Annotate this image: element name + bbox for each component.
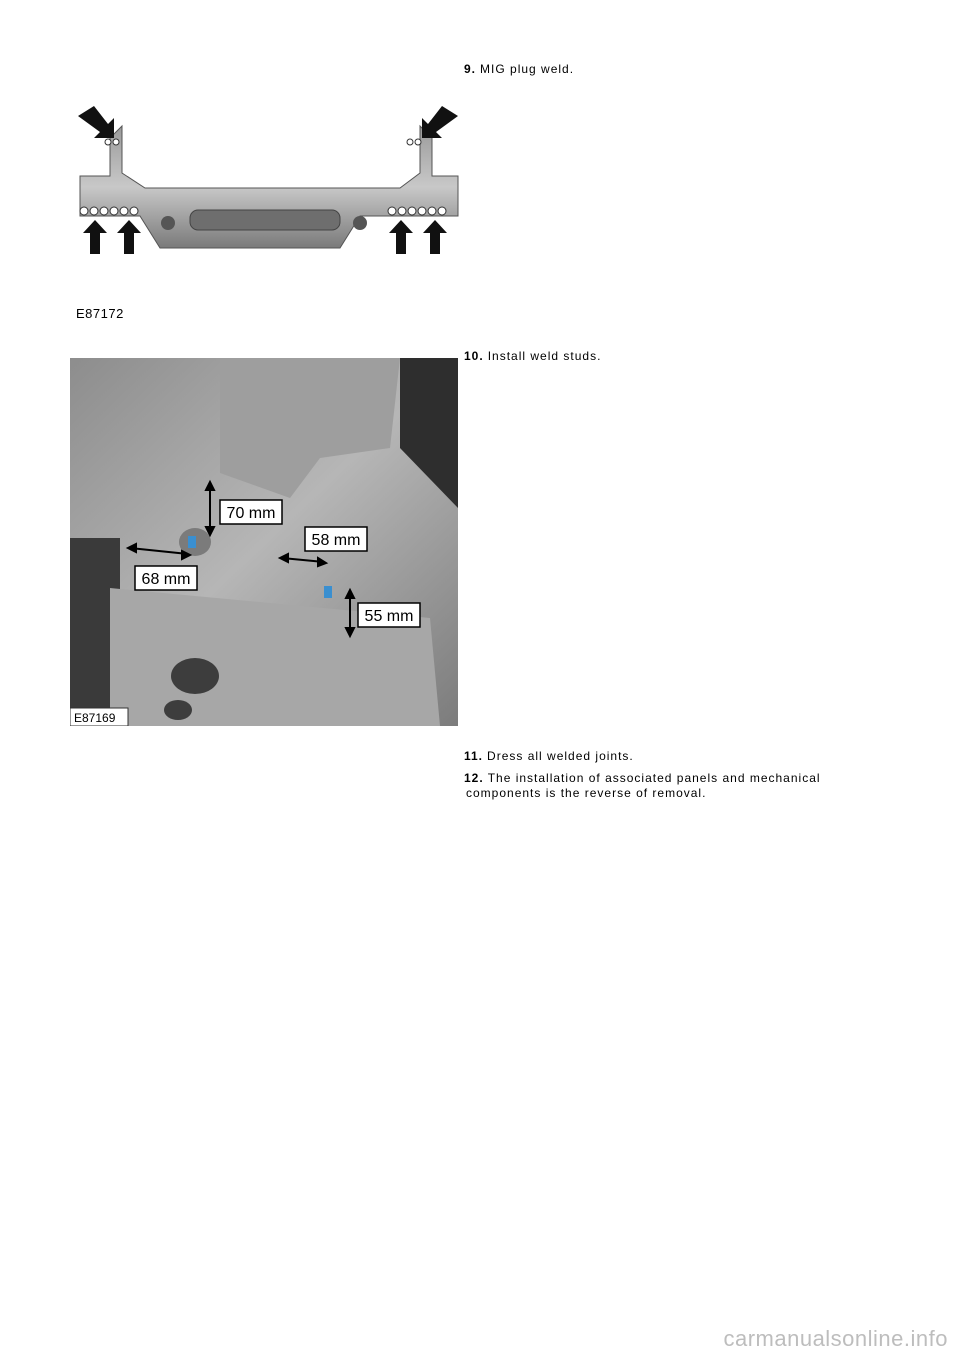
step-number: 11.: [464, 749, 484, 763]
weld-hole: [415, 139, 421, 145]
weld-hole: [130, 207, 138, 215]
weld-hole: [80, 207, 88, 215]
weld-hole: [105, 139, 111, 145]
weld-hole: [438, 207, 446, 215]
panel-hole: [353, 216, 367, 230]
step-text: Dress all welded joints.: [487, 749, 634, 763]
weld-hole: [388, 207, 396, 215]
weld-stud-photo: [70, 358, 458, 726]
arrow-icon: [389, 220, 413, 254]
watermark: carmanualsonline.info: [723, 1326, 948, 1351]
step-text: Install weld studs.: [487, 349, 602, 363]
arrow-icon: [117, 220, 141, 254]
arrow-icon: [83, 220, 107, 254]
weld-hole: [90, 207, 98, 215]
step-number: 12.: [464, 771, 484, 785]
weld-hole: [110, 207, 118, 215]
arrow-icon: [422, 106, 458, 138]
panel-hole: [161, 216, 175, 230]
figure-code: E87172: [76, 306, 124, 321]
weld-hole: [100, 207, 108, 215]
dimension-label: 58 mm: [311, 532, 361, 549]
figure-code: E87169: [74, 711, 116, 725]
panel-slot: [190, 210, 340, 230]
weld-hole: [428, 207, 436, 215]
step-text-continued: components is the reverse of removal.: [466, 786, 707, 800]
weld-stud: [188, 536, 196, 548]
step-10: [464, 349, 601, 364]
weld-hole: [398, 207, 406, 215]
weld-stud: [324, 586, 332, 598]
photo-floor-hole: [164, 700, 192, 720]
step-text: MIG plug weld.: [480, 62, 575, 76]
dimension-label: 55 mm: [364, 608, 414, 625]
arrow-icon: [78, 106, 114, 138]
step-number: 10.: [464, 349, 484, 363]
dimension-label: 70 mm: [226, 505, 276, 522]
step-12: [464, 771, 821, 801]
step-number: 9.: [464, 62, 477, 76]
arrow-icon: [423, 220, 447, 254]
dimension-label: 68 mm: [141, 571, 191, 588]
weld-hole: [113, 139, 119, 145]
weld-hole: [418, 207, 426, 215]
plug-weld-panel-figure: [70, 98, 470, 268]
weld-hole: [408, 207, 416, 215]
step-11: [464, 749, 634, 764]
weld-hole: [120, 207, 128, 215]
step-9: [464, 62, 574, 77]
step-text: The installation of associated panels and mechanical: [487, 771, 821, 785]
photo-floor-hole: [171, 658, 219, 694]
weld-hole: [407, 139, 413, 145]
